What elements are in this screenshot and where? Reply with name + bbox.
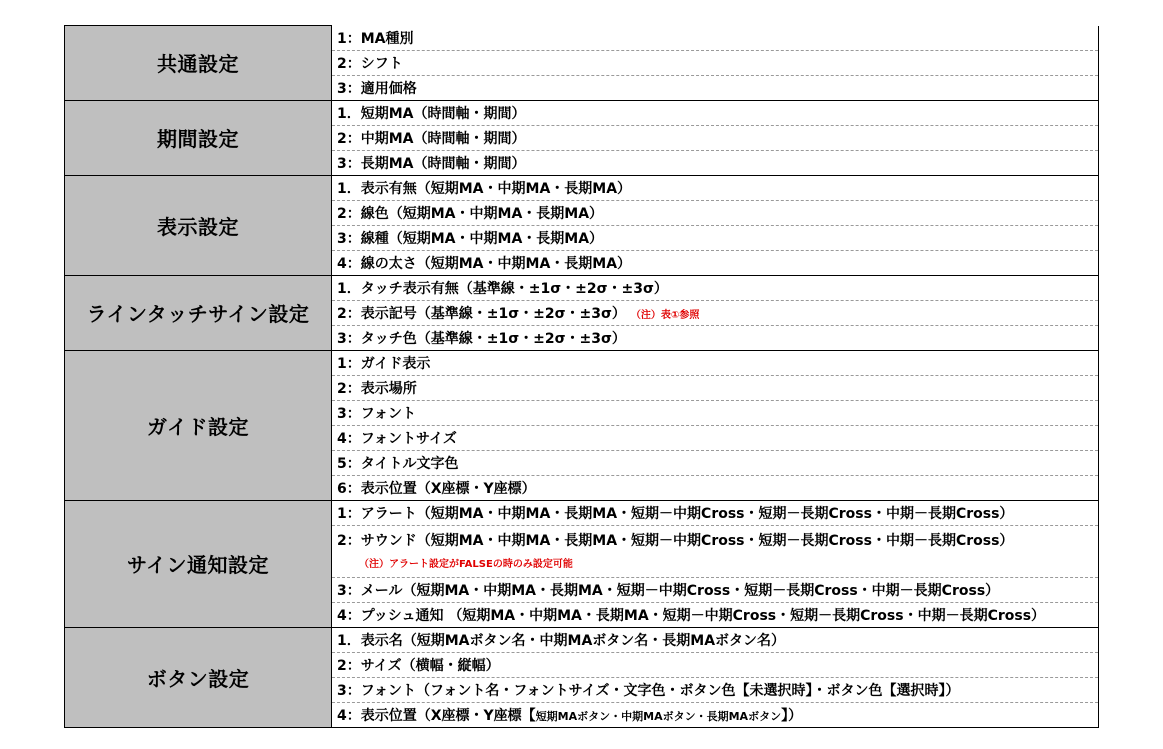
setting-item: 3：フォント（フォント名・フォントサイズ・文字色・ボタン色【未選択時】・ボタン色【選択時】）	[332, 677, 1099, 702]
setting-item: 4：線の太さ（短期MA・中期MA・長期MA）	[332, 250, 1099, 275]
table-row	[65, 100, 1099, 125]
setting-item	[332, 702, 1099, 727]
setting-item: 6：表示位置（X座標・Y座標）	[332, 475, 1099, 500]
category-label: ガイド設定	[65, 350, 332, 500]
setting-item: 1：MA種別	[332, 26, 1099, 51]
category-label: 共通設定	[65, 26, 332, 101]
category-label: 表示設定	[65, 175, 332, 275]
setting-item: 3：長期MA（時間軸・期間）	[332, 150, 1099, 175]
setting-item-suffix: 】）	[781, 707, 803, 724]
category-label: ラインタッチサイン設定	[65, 275, 332, 350]
setting-item: 1：アラート（短期MA・中期MA・長期MA・短期－中期Cross・短期－長期Cross・中期－長期Cross）	[332, 500, 1099, 525]
table-row	[65, 350, 1099, 375]
setting-item: 3：線種（短期MA・中期MA・長期MA）	[332, 225, 1099, 250]
setting-item: 1：ガイド表示	[332, 350, 1099, 375]
setting-item-text: 4：表示位置（X座標・Y座標【	[337, 707, 536, 724]
setting-item: 1．表示有無（短期MA・中期MA・長期MA）	[332, 175, 1099, 200]
setting-item: 3：フォント	[332, 400, 1099, 425]
table-row	[65, 500, 1099, 525]
setting-item: 4：プッシュ通知 （短期MA・中期MA・長期MA・短期－中期Cross・短期－長期Cross・中期－長期Cross）	[332, 602, 1099, 627]
table-row	[65, 627, 1099, 652]
setting-item: 1．タッチ表示有無（基準線・±1σ・±2σ・±3σ）	[332, 275, 1099, 300]
setting-item-text: 2：サウンド（短期MA・中期MA・長期MA・短期－中期Cross・短期－長期Cross・中期－長期Cross）	[337, 532, 1014, 549]
table-row	[65, 275, 1099, 300]
note-text: （注）アラート設定がFALSEの時のみ設定可能	[359, 558, 573, 570]
setting-item-small-text: 短期MAボタン・中期MAボタン・長期MAボタン	[535, 709, 782, 723]
setting-item: 3：適用価格	[332, 75, 1099, 100]
settings-table	[64, 25, 1099, 728]
setting-item: 5：タイトル文字色	[332, 450, 1099, 475]
setting-item	[332, 525, 1099, 577]
setting-item: 4：フォントサイズ	[332, 425, 1099, 450]
setting-item: 1．表示名（短期MAボタン名・中期MAボタン名・長期MAボタン名）	[332, 627, 1099, 652]
setting-item	[332, 300, 1099, 325]
setting-item: 2：シフト	[332, 50, 1099, 75]
category-label: サイン通知設定	[65, 500, 332, 627]
setting-item: 1．短期MA（時間軸・期間）	[332, 100, 1099, 125]
setting-item: 2：線色（短期MA・中期MA・長期MA）	[332, 200, 1099, 225]
category-label: 期間設定	[65, 100, 332, 175]
setting-item-text: 2：表示記号（基準線・±1σ・±2σ・±3σ）	[337, 305, 626, 322]
table-row	[65, 26, 1099, 51]
note-text: （注）表①参照	[635, 309, 700, 321]
setting-item: 3：タッチ色（基準線・±1σ・±2σ・±3σ）	[332, 325, 1099, 350]
setting-item: 2：表示場所	[332, 375, 1099, 400]
setting-item: 3：メール（短期MA・中期MA・長期MA・短期－中期Cross・短期－長期Cross・中期－長期Cross）	[332, 577, 1099, 602]
setting-item: 2：サイズ（横幅・縦幅）	[332, 652, 1099, 677]
setting-item: 2：中期MA（時間軸・期間）	[332, 125, 1099, 150]
category-label: ボタン設定	[65, 627, 332, 727]
table-row	[65, 175, 1099, 200]
